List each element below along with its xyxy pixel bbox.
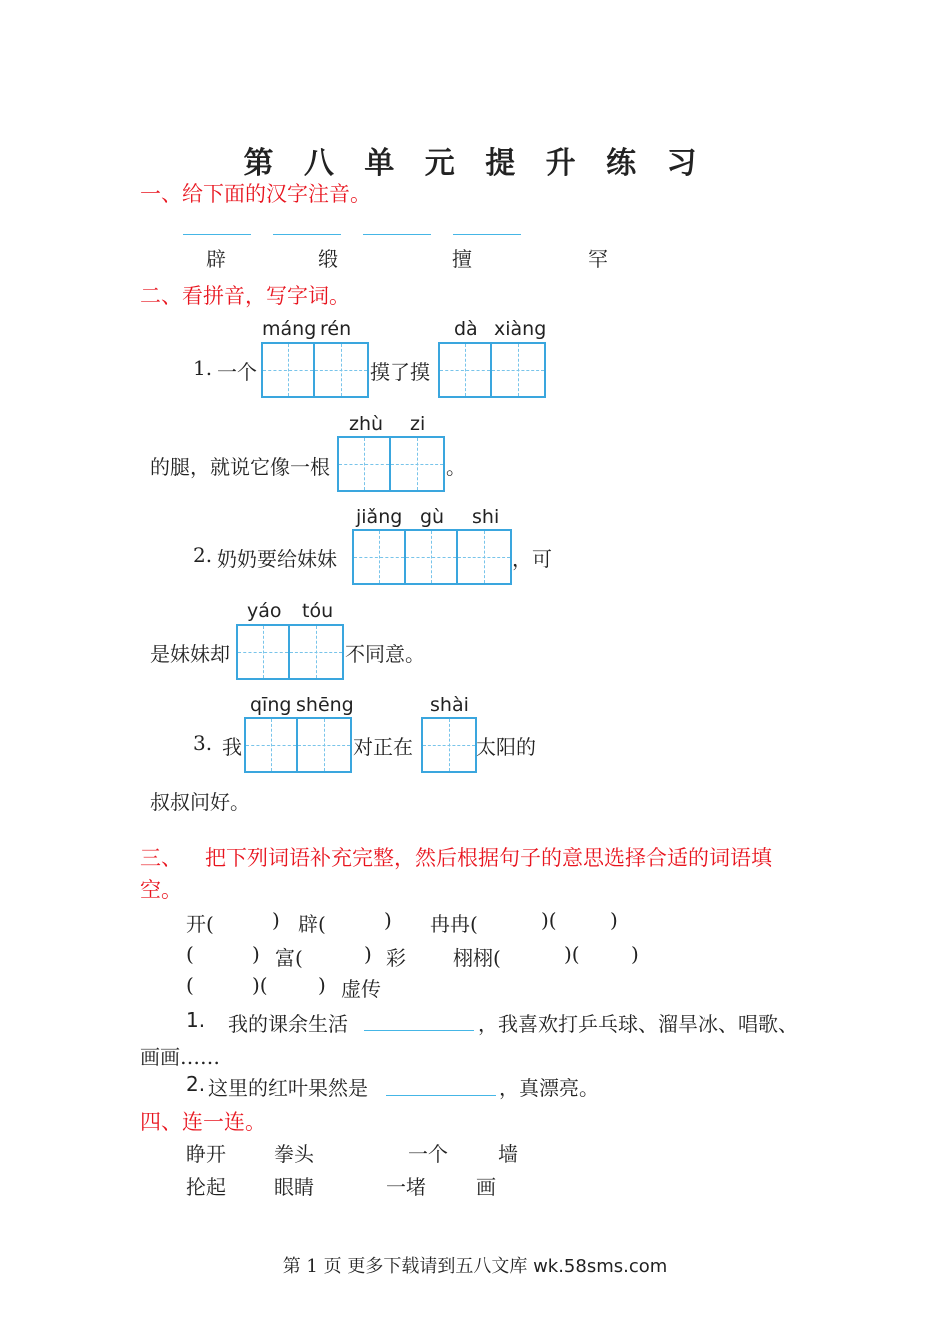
pinyin: zi [410,413,426,435]
word-fill: ( [186,942,194,966]
section-4-heading: 四、连一连。 [140,1110,266,1134]
question-number: 2. [193,543,213,567]
sentence-text: ，可 [512,547,552,571]
pinyin-blank[interactable] [183,234,251,235]
word-fill: ) [610,908,618,932]
word-fill: 开( [186,912,214,936]
section-3-heading: 把下列词语补充完整，然后根据句子的意思选择合适的词语填 [205,846,772,870]
word-fill: )( [252,973,268,997]
pinyin: gù [420,506,445,528]
match-item[interactable]: 睁开 [186,1142,226,1166]
sentence-text: 画画…… [140,1045,220,1069]
word-fill: 冉冉( [430,912,478,936]
match-item[interactable]: 一堵 [386,1175,426,1199]
sentence-text: 对正在 [353,735,413,759]
word-fill: ) [631,942,639,966]
pinyin: qīng [250,694,292,716]
match-item[interactable]: 抡起 [186,1175,226,1199]
writing-grid[interactable] [438,342,546,398]
footer-link[interactable]: wk.58sms.com [533,1256,668,1277]
word-fill: ) [318,973,326,997]
sentence-text: 摸了摸 [370,360,430,384]
match-item[interactable]: 画 [476,1175,496,1199]
section-3-number: 三、 [140,846,182,870]
writing-grid[interactable] [236,624,344,680]
sentence-text: 是妹妹却 [150,642,230,666]
pinyin: máng [262,318,317,340]
answer-blank[interactable] [364,1030,474,1031]
page-footer [0,1252,950,1278]
writing-grid[interactable] [261,342,369,398]
pinyin: yáo [247,600,282,622]
word-fill: ) [272,908,280,932]
word-fill: 虚传 [341,977,381,1001]
sentence-text: ，真漂亮。 [499,1076,599,1100]
pinyin-blank[interactable] [273,234,341,235]
sentence-text: 不同意。 [345,642,425,666]
word-fill: 富( [275,946,303,970]
sentence-number: 2. [186,1072,206,1096]
pinyin-blank[interactable] [363,234,431,235]
sentence-text: 。 [446,455,466,479]
pinyin: rén [320,318,352,340]
writing-grid[interactable] [421,717,477,773]
match-item[interactable]: 拳头 [274,1142,314,1166]
pinyin: tóu [302,600,334,622]
match-item[interactable]: 一个 [408,1142,448,1166]
pinyin: dà [454,318,478,340]
char-1: 辟 [206,247,226,271]
match-item[interactable]: 墙 [498,1142,518,1166]
question-number: 1. [193,356,213,380]
sentence-text: 太阳的 [476,735,536,759]
sentence-text: ，我喜欢打乒乓球、溜旱冰、唱歌、 [478,1012,798,1036]
word-fill: )( [564,942,580,966]
char-3: 擅 [452,247,472,271]
writing-grid[interactable] [244,717,352,773]
pinyin: shēng [296,694,354,716]
sentence-number: 1. [186,1008,206,1032]
pinyin: jiǎng [356,506,403,528]
section-3-heading-cont: 空。 [140,878,182,902]
writing-grid[interactable] [337,436,445,492]
word-fill: ) [384,908,392,932]
page-title: 第 八 单 元 提 升 练 习 [243,146,707,181]
word-fill: 辟( [298,912,326,936]
word-fill: 彩 [386,946,406,970]
pinyin-blank[interactable] [453,234,521,235]
section-2-heading: 二、看拼音，写字词。 [140,284,350,308]
question-number: 3. [193,731,213,755]
pinyin: xiàng [494,318,547,340]
sentence-text: 这里的红叶果然是 [208,1076,368,1100]
writing-grid[interactable] [352,529,512,585]
pinyin: zhù [349,413,384,435]
word-fill: ) [364,942,372,966]
answer-blank[interactable] [386,1095,496,1096]
sentence-text: 的腿，就说它像一根 [150,455,330,479]
footer-text: 第 1 页 更多下载请到五八文库 [282,1256,528,1277]
word-fill: )( [541,908,557,932]
char-2: 缎 [318,247,338,271]
word-fill: ) [252,942,260,966]
pinyin: shi [472,506,500,528]
sentence-text: 我的课余生活 [228,1012,348,1036]
pinyin: shài [430,694,469,716]
word-fill: 栩栩( [453,946,501,970]
section-1-heading: 一、给下面的汉字注音。 [140,182,371,206]
sentence-text: 一个 [217,360,257,384]
word-fill: ( [186,973,194,997]
sentence-text: 我 [222,735,242,759]
sentence-text: 叔叔问好。 [150,790,250,814]
char-4: 罕 [588,247,608,271]
match-item[interactable]: 眼睛 [274,1175,314,1199]
sentence-text: 奶奶要给妹妹 [217,547,337,571]
